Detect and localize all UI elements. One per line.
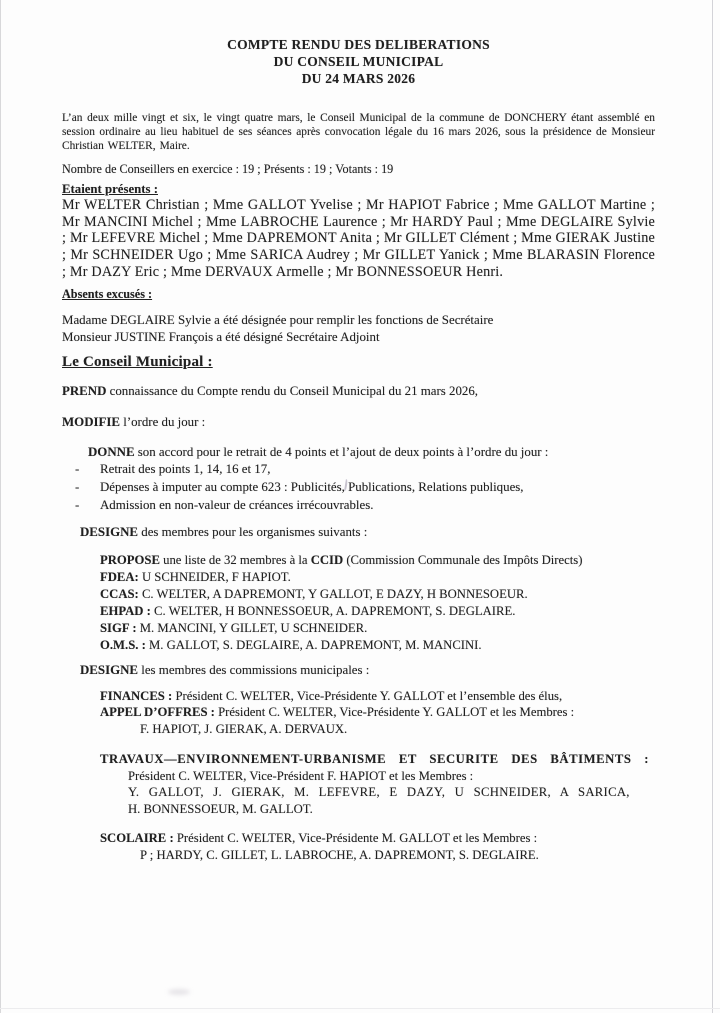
commission-label: FINANCES : bbox=[100, 688, 173, 703]
commission-officers: Président C. WELTER, Vice-Présidente M. GALLOT et les Membres : bbox=[173, 831, 538, 846]
session-intro-paragraph: L’an deux mille vingt et six, le vingt quatre mars, le Conseil Municipal de la commune de DONCHERY étant assemblé en session ordinaire au lieu habituel de ses séances après convocation légale du 16 mars 2026, sous la présidence de Monsieur Christian WELTER, Maire. bbox=[62, 112, 655, 152]
title-line-3: DU 24 MARS 2026 bbox=[301, 71, 416, 86]
decision-text-prend: connaissance du Compte rendu du Conseil Municipal du 21 mars 2026, bbox=[106, 383, 479, 398]
scan-artifact-smudge bbox=[168, 989, 190, 995]
secretary-adjoint-line: Monsieur JUSTINE François a été désigné Secrétaire Adjoint bbox=[62, 329, 380, 344]
propose-verb: PROPOSE bbox=[100, 552, 160, 567]
ccid-expansion: (Commission Communale des Impôts Directs) bbox=[343, 552, 583, 567]
commission-appel-members-line: F. HAPIOT, J. GIERAK, A. DERVAUX. bbox=[140, 721, 348, 736]
commission-travaux bbox=[100, 751, 655, 817]
organisme-members: U SCHNEIDER, F HAPIOT. bbox=[138, 569, 291, 584]
dash-bullet: - bbox=[75, 497, 80, 512]
present-members-list: Mr WELTER Christian ; Mme GALLOT Yvelise ; Mr HAPIOT Fabrice ; Mme GALLOT Martine ; Mr MANCINI Michel ; Mme LABROCHE Laurence ; Mr HARDY Paul ; Mme DEGLAIRE Sylvie ; Mr LEFEVRE Michel ; Mme DAPREMONT Anita ; Mr GILLET Clément ; Mme GIERAK Justine ; Mr SCHNEIDER Ugo ; Mme SARICA Audrey ; Mr GILLET Yanick ; Mme BLARASIN Florence ; Mr DAZY Eric ; Mme DERVAUX Armelle ; Mr BONNESSOEUR Henri. bbox=[62, 197, 655, 280]
list-item-text: Retrait des points 1, 14, 16 et 17, bbox=[100, 461, 271, 476]
ccid-acronym: CCID bbox=[310, 552, 344, 567]
decision-text-designe: les membres des commissions municipales : bbox=[138, 662, 370, 677]
decision-designe-organismes bbox=[80, 524, 655, 540]
decision-verb-modifie: MODIFIE bbox=[62, 414, 121, 429]
organisme-members: C. WELTER, A DAPREMONT, Y GALLOT, E DAZY, H BONNESOEUR. bbox=[138, 586, 528, 601]
list-item bbox=[75, 496, 655, 514]
organisme-row-ccas bbox=[100, 586, 655, 603]
scan-edge-bottom bbox=[0, 1008, 720, 1009]
commission-officers-line: Président C. WELTER, Vice-Président F. HAPIOT et les Membres : bbox=[128, 768, 474, 783]
organisme-row-fdea bbox=[100, 569, 655, 586]
commission-heading-line bbox=[100, 830, 655, 847]
present-heading: Etaient présents : bbox=[62, 182, 158, 196]
organisme-label: CCAS: bbox=[100, 586, 139, 601]
title-line-1: COMPTE RENDU DES DELIBERATIONS bbox=[227, 37, 490, 52]
decision-verb-donne: DONNE bbox=[88, 444, 135, 459]
secretary-designation bbox=[62, 312, 655, 346]
commission-members-line: P ; HARDY, C. GILLET, L. LABROCHE, A. DAPREMONT, S. DEGLAIRE. bbox=[140, 847, 539, 862]
scan-edge-right bbox=[712, 0, 713, 1013]
decision-verb-designe: DESIGNE bbox=[80, 524, 139, 539]
decision-prend bbox=[62, 383, 655, 399]
decision-text-modifie: l’ordre du jour : bbox=[120, 414, 206, 429]
list-item bbox=[75, 478, 655, 496]
dash-bullet: - bbox=[75, 461, 80, 476]
organismes-list bbox=[100, 552, 655, 654]
organisme-label: FDEA: bbox=[100, 569, 139, 584]
organisme-row-ehpad bbox=[100, 603, 655, 620]
commission-scolaire bbox=[100, 830, 655, 863]
decision-designe-commissions bbox=[80, 662, 655, 678]
decision-verb-prend: PREND bbox=[62, 383, 107, 398]
decision-text-designe: des membres pour les organismes suivants : bbox=[138, 524, 368, 539]
commission-label: APPEL D’OFFRES : bbox=[100, 705, 215, 720]
commissions-list bbox=[100, 688, 655, 738]
decision-modifie bbox=[62, 414, 655, 430]
title-line-2: DU CONSEIL MUNICIPAL bbox=[273, 54, 444, 69]
organisme-members: M. MANCINI, Y GILLET, U SCHNEIDER. bbox=[136, 620, 368, 635]
commission-members: Président C. WELTER, Vice-Présidente Y. GALLOT et l’ensemble des élus, bbox=[172, 688, 563, 703]
secretary-line: Madame DEGLAIRE Sylvie a été désignée pour remplir les fonctions de Secrétaire bbox=[62, 312, 494, 327]
list-item-text: Admission en non-valeur de créances irrécouvrables. bbox=[100, 497, 374, 512]
commission-members-line: Y. GALLOT, J. GIERAK, M. LEFEVRE, E DAZY, U SCHNEIDER, A SARICA, bbox=[128, 785, 630, 800]
commission-finances bbox=[100, 688, 655, 705]
document-title bbox=[62, 36, 655, 87]
commission-label: TRAVAUX—ENVIRONNEMENT-URBANISME ET SECURITE DES BÂTIMENTS : bbox=[100, 752, 649, 767]
organisme-members: C. WELTER, H BONNESSOEUR, A. DAPREMONT, S. DEGLAIRE. bbox=[150, 603, 516, 618]
decision-donne bbox=[88, 444, 655, 460]
organisme-members: M. GALLOT, S. DEGLAIRE, A. DAPREMONT, M. MANCINI. bbox=[145, 637, 482, 652]
commission-appel-offres bbox=[100, 704, 655, 721]
commission-members: Président C. WELTER, Vice-Présidente Y. GALLOT et les Membres : bbox=[214, 705, 575, 720]
organisme-label: SIGF : bbox=[100, 620, 137, 635]
propose-text: une liste de 32 membres à la bbox=[159, 552, 311, 567]
scan-edge-left bbox=[0, 0, 1, 1013]
council-heading: Le Conseil Municipal : bbox=[62, 353, 213, 370]
absents-heading: Absents excusés : bbox=[62, 286, 153, 301]
agenda-changes-list bbox=[75, 460, 655, 514]
organisme-label: O.M.S. : bbox=[100, 637, 146, 652]
organisme-row-sigf bbox=[100, 620, 655, 637]
organisme-row-oms bbox=[100, 637, 655, 654]
organisme-label: EHPAD : bbox=[100, 603, 151, 618]
decision-text-donne: son accord pour le retrait de 4 points et l’ajout de deux points à l’ordre du jour : bbox=[134, 444, 549, 459]
list-item-text: Dépenses à imputer au compte 623 : Publicités, Publications, Relations publiques, bbox=[100, 479, 524, 494]
councillor-counts: Nombre de Conseillers en exercice : 19 ; Présents : 19 ; Votants : 19 bbox=[62, 162, 394, 176]
commission-members-line: H. BONNESSOEUR, M. GALLOT. bbox=[128, 801, 313, 816]
dash-bullet: - bbox=[75, 479, 80, 494]
propose-line bbox=[100, 552, 655, 569]
decision-verb-designe: DESIGNE bbox=[80, 662, 139, 677]
commission-label: SCOLAIRE : bbox=[100, 831, 174, 846]
list-item bbox=[75, 460, 655, 478]
